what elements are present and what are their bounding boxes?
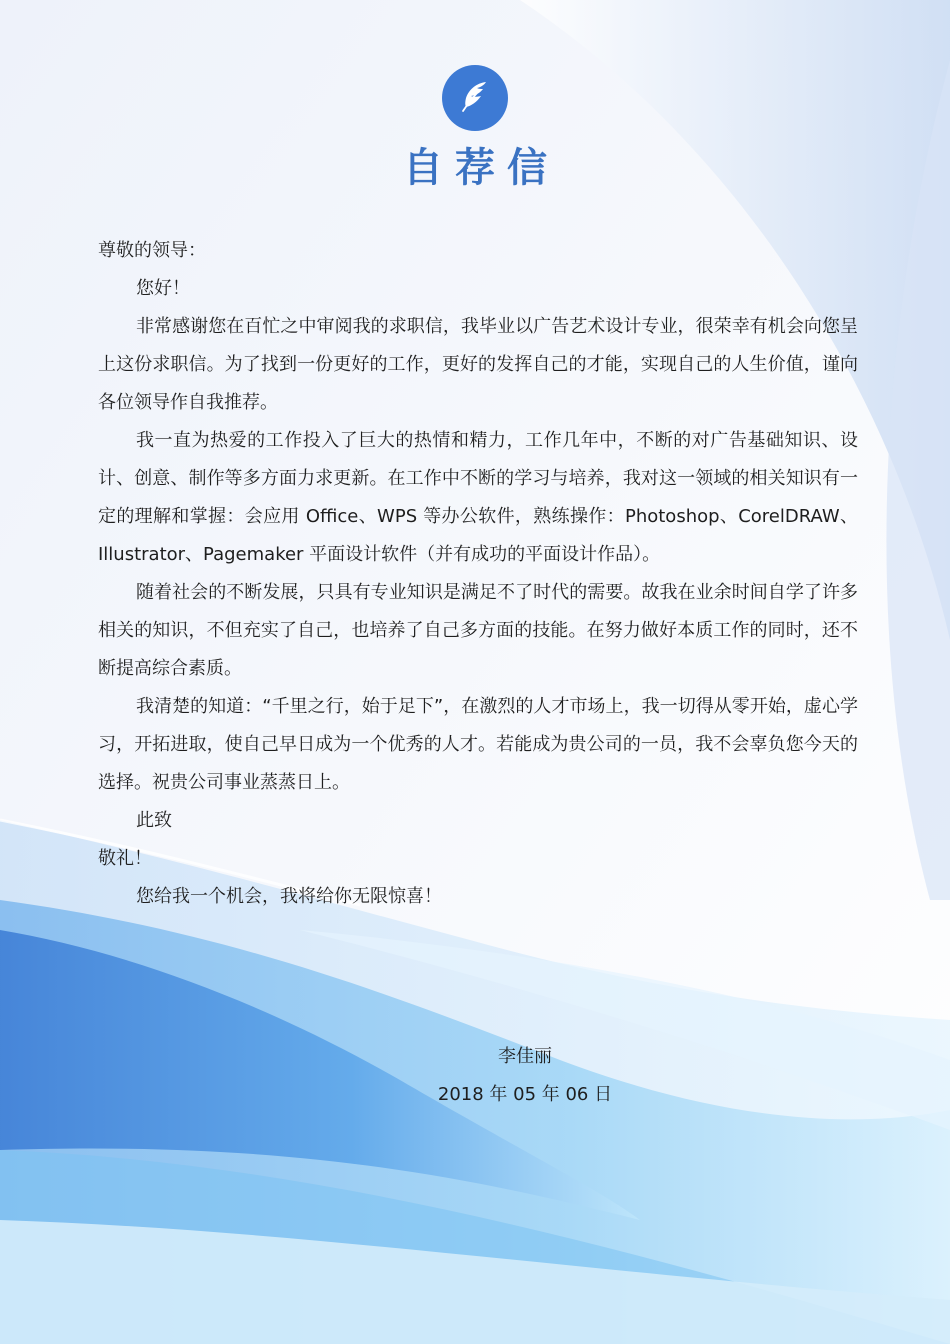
- logo-badge: [442, 65, 508, 131]
- postscript: 您给我一个机会，我将给你无限惊喜！: [136, 886, 442, 907]
- closing-line-1: 此致: [136, 810, 172, 831]
- page-title: 自荐信: [403, 145, 559, 191]
- signature-block: [0, 1038, 950, 1114]
- letter-body: [98, 232, 858, 916]
- paragraph-3: 随着社会的不断发展，只具有专业知识是满足不了时代的需要。故我在业余时间自学了许多相关的知识，不但充实了自己，也培养了自己多方面的技能。在努力做好本质工作的同时，还不断提高综合素质。: [98, 582, 858, 679]
- signer-name: 李佳丽: [498, 1046, 552, 1067]
- closing-line-2: 敬礼！: [98, 848, 152, 869]
- salutation: 尊敬的领导：: [98, 240, 206, 261]
- feather-quill-icon: [455, 76, 495, 120]
- paragraph-4: 我清楚的知道：“千里之行，始于足下”，在激烈的人才市场上，我一切得从零开始，虚心学习，开拓进取，使自己早日成为一个优秀的人才。若能成为贵公司的一员，我不会辜负您今天的选择。祝贵公司事业蒸蒸日上。: [98, 696, 858, 793]
- paragraph-2: 我一直为热爱的工作投入了巨大的热情和精力，工作几年中，不断的对广告基础知识、设计、创意、制作等多方面力求更新。在工作中不断的学习与培养，我对这一领域的相关知识有一定的理解和掌握：会应用 Office、WPS 等办公软件，熟练操作：Photoshop、CorelDRAW、Illustrator、Pagemaker 平面设计软件（并有成功的平面设计作品）。: [98, 430, 858, 565]
- signature-date: 2018 年 05 年 06 日: [437, 1084, 613, 1105]
- greeting: 您好！: [136, 278, 190, 299]
- paragraph-1: 非常感谢您在百忙之中审阅我的求职信，我毕业以广告艺术设计专业，很荣幸有机会向您呈上这份求职信。为了找到一份更好的工作，更好的发挥自己的才能，实现自己的人生价值，谨向各位领导作自我推荐。: [98, 316, 858, 413]
